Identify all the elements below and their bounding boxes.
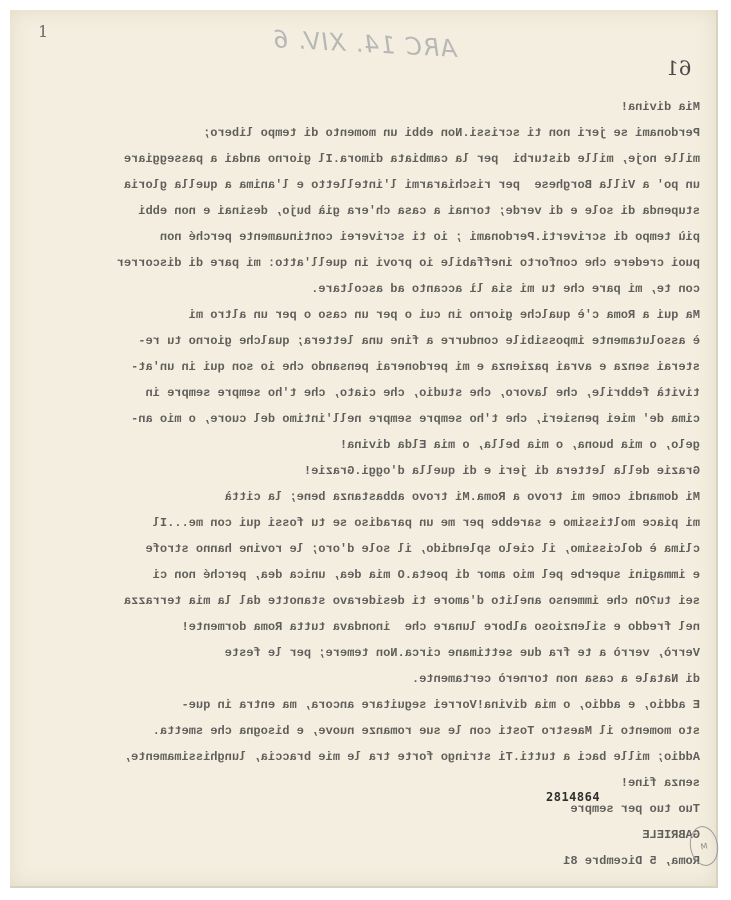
signature: GABRIELE [642, 828, 700, 842]
text-line: Verrò, verrò a te fra due settimane circa.Non temere; per le feste [224, 646, 700, 660]
text-line: sto momento il Maestro Tosti con le sue romanze nuove, e bisogna che smetta. [152, 724, 700, 738]
salutation: Mia divina! [620, 100, 700, 114]
text-line: un po' a Villa Borghese per rischiararmi l'intelletto e l'anima a quella gloria [123, 178, 700, 192]
text-line: Perdonami se jeri non ti scrissi.Non ebbi un momento di tempo libero; [203, 126, 700, 140]
date-line: Roma, 5 Dicembre 81 [563, 854, 700, 868]
text-line: con te, mi pare che tu mi sia lì accanto ad ascoltare. [311, 282, 700, 296]
corner-mark: 1 [38, 22, 49, 41]
text-line: sterai senza e avrai pazienza e mi perdonerai pensando che io son qui in un'at- [131, 360, 700, 374]
text-line: E addio, e addio, o mia divina!Vorrei seguitare ancora, ma entra in que- [181, 698, 700, 712]
closing-line: Tuo tuo per sempre [570, 802, 700, 816]
text-line: Ma qui a Roma c'è qualche giorno in cui o per un caso o per un altro mi [188, 308, 700, 322]
text-line: è assolutamente impossibile condurre a fine una lettera; qualche giorno tu re- [138, 334, 700, 348]
archive-seal: M [687, 824, 722, 868]
archive-shelfmark: ARC 14. XIV. 6 [271, 25, 458, 63]
text-line: tività febbrile, che lavoro, che studio, che ciato, che t'ho sempre sempre in [145, 386, 700, 400]
text-line: Mi domandi come mi trovo a Roma.Mi trovo abbastanza bene; la città [224, 490, 700, 504]
text-line: stupenda di sole e di verde; tornai a casa ch'era già bujo, desinai e non ebbi [138, 204, 700, 218]
text-line: mille noje, mille disturbi per la cambiata dimora.Il giorno andai a passeggiare [123, 152, 700, 166]
text-line: più tempo di scriverti.Perdonami ; io ti scriverei continuamente perché non [159, 230, 700, 244]
text-line: cima de' miei pensieri, che t'ho sempre sempre nell'intimo del cuore, o mio an- [131, 412, 700, 426]
text-line: puoi credere che conforto ineffabile io provi in quell'atto: mi pare di discorrer [116, 256, 700, 270]
text-line: di Natale a casa non tornerò certamente. [411, 672, 700, 686]
text-line: sei tu?On che immenso anelito d'amore ti desideravo stanotte dal la mia terrazza [123, 594, 700, 608]
page-number: 61 [666, 56, 692, 80]
text-line: gelo, o mia buona, o mia bella, o mia Elda divina! [339, 438, 700, 452]
text-line: mi piace moltissimo e sarebbe per me un paradiso se tu fossi qui con me...Il [152, 516, 700, 530]
text-line: Grazie della lettera di jeri e di quella d'oggi.Grazie! [303, 464, 700, 478]
text-line: e immagini superbe pel mio amor di poeta.O mia dea, unica dea, perché non ci [152, 568, 700, 582]
text-line: senza fine! [620, 776, 700, 790]
text-line: Addio; mille baci a tutti.Ti stringo forte tra le mie braccia, lunghissimamente, [123, 750, 700, 764]
archive-stamp-number: 2814864 [546, 790, 601, 804]
letter-body [60, 100, 700, 890]
text-line: clima è dolcissimo, il cielo splendido, il sole d'oro; le rovine hanno strofe [145, 542, 700, 556]
text-line: nel freddo e silenzioso albore lunare che inondava tutta Roma dormente! [181, 620, 700, 634]
